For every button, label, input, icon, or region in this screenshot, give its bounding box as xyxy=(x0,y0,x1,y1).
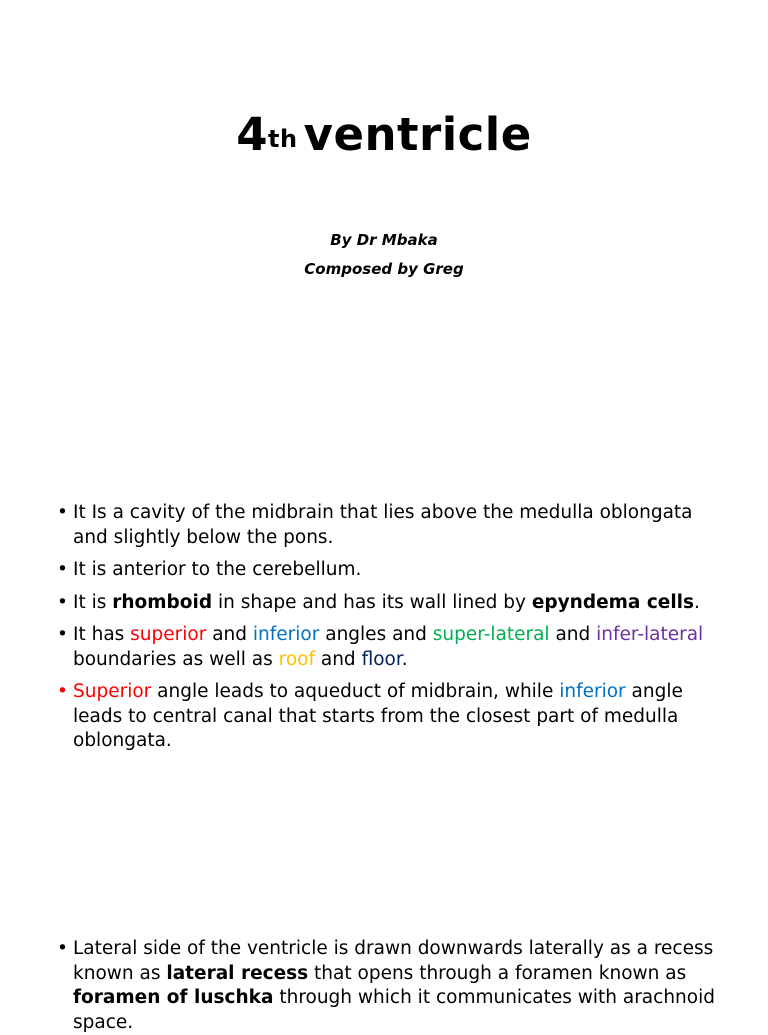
bullet-item-3 xyxy=(57,591,725,616)
bullet-item-5 xyxy=(57,680,725,754)
term-inferior: inferior xyxy=(559,681,626,702)
bullet-item-4 xyxy=(57,623,725,672)
bullet-item-1 xyxy=(57,501,725,550)
bullet-text: and xyxy=(314,648,362,670)
bullet-text: angle leads to aqueduct of midbrain, while xyxy=(151,681,560,702)
term-floor: floor xyxy=(361,648,402,670)
bullet-text: angle leads to central canal that starts from the closest part of medulla oblongata. xyxy=(73,681,683,751)
bullet-text: through which it communicates with arachnoid space. xyxy=(73,987,715,1033)
bullet-dot: • xyxy=(57,502,68,523)
term-lateral-recess: lateral recess xyxy=(166,962,309,984)
bullet-text: and xyxy=(206,624,253,645)
term-super-lateral: super-lateral xyxy=(432,624,550,645)
term-inferior: inferior xyxy=(252,624,320,645)
bullet-text: boundaries as well as xyxy=(73,648,279,670)
bullet-text: It is xyxy=(73,591,113,613)
title-superscript: th xyxy=(268,125,298,153)
term-foramen-of-luschka: foramen of luschka xyxy=(73,987,274,1008)
bullet-dot: • xyxy=(57,559,68,580)
bullet-text: . xyxy=(694,591,700,613)
bullet-dot: • xyxy=(57,591,68,613)
term-superior: superior xyxy=(130,624,207,645)
bullet-dot: • xyxy=(57,681,68,702)
bullet-text: It Is a cavity of the midbrain that lies above the medulla oblongata and slightly below the pons. xyxy=(73,502,693,548)
bullet-dot: • xyxy=(57,938,68,959)
author-line: By Dr Mbaka xyxy=(330,231,438,249)
bullet-text: and xyxy=(549,624,597,645)
bullet-list xyxy=(57,501,725,762)
bullet-text: in shape and has its wall lined by xyxy=(212,591,532,613)
term-roof: roof xyxy=(278,648,315,670)
composer-line: Composed by Greg xyxy=(304,260,464,278)
bullet-text: angles and xyxy=(319,624,433,645)
term-superior: Superior xyxy=(73,681,152,702)
bullet-text: Lateral side of the ventricle is drawn downwards laterally as a recess known as xyxy=(73,938,714,984)
bullet-text: It is anterior to the cerebellum. xyxy=(73,559,362,580)
bullet-dot: • xyxy=(57,624,68,645)
bullet-item-6 xyxy=(57,937,725,1035)
term-infer-lateral: infer-lateral xyxy=(596,624,704,645)
bullet-text: . xyxy=(401,648,408,670)
slide-title xyxy=(0,108,768,162)
term-epyndema-cells: epyndema cells xyxy=(531,591,695,613)
bullet-text: It has xyxy=(73,624,131,645)
title-number: 4 xyxy=(236,108,269,161)
term-rhomboid: rhomboid xyxy=(112,591,213,613)
bullet-list-2 xyxy=(57,937,725,1035)
bullet-item-2 xyxy=(57,558,725,583)
title-word: ventricle xyxy=(303,108,532,161)
bullet-text: that opens through a foramen known as xyxy=(308,962,687,984)
